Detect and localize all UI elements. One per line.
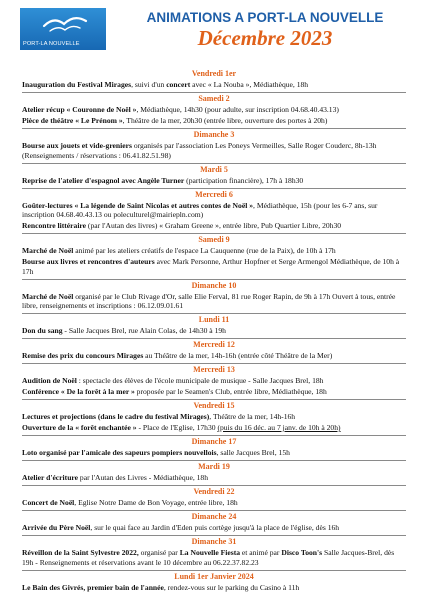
event-text: , Théâtre de la mer, 20h30 (entrée libre, ouverture des portes à 20h) xyxy=(122,116,328,125)
event-title: Atelier d'écriture xyxy=(22,473,79,482)
event-text: , Médiathèque, 15h (pour les 6-7 ans, sur inscription 04.68.40.43.13 ou polecultur​el@mairiepln.com) xyxy=(22,200,378,219)
event-title: Reprise de l'atelier d'espagnol avec Angèle Turner xyxy=(22,175,185,185)
event-title: Don du sang xyxy=(22,326,63,335)
event-text: - Place de l'Eglise, 17h30 xyxy=(136,423,218,432)
event-item xyxy=(22,412,406,422)
day-heading: Dimanche 10 xyxy=(22,279,406,291)
event-item xyxy=(22,548,406,567)
event-item xyxy=(22,523,406,533)
event-text: (par l'Autan des livres) « Graham Greene », entrée libre, Pub Quartier Libre, 20h30 xyxy=(86,221,342,230)
event-item xyxy=(22,473,406,483)
day-heading: Dimanche 24 xyxy=(22,510,406,522)
event-title: Lectures et projections (dans le cadre du festival Mirages) xyxy=(22,412,210,421)
town-logo xyxy=(20,8,106,50)
event-text: et animé par xyxy=(240,548,282,557)
event-title: Audition de Noël xyxy=(22,376,77,385)
day-heading: Mercredi 12 xyxy=(22,338,406,350)
event-text: , Médiathèque, 14h30 (pour adulte, sur inscription 04.68.40.43.13) xyxy=(136,105,339,114)
event-item xyxy=(22,387,406,397)
event-text: proposée par le Seamen's Club, entrée libre, Médiathèque, 18h xyxy=(134,387,327,396)
event-item xyxy=(22,116,406,126)
event-text: avec « La Nouba », Médiathèque, 18h xyxy=(190,80,309,89)
events-list xyxy=(22,68,406,592)
event-text: , Théâtre de la mer, 14h-16h xyxy=(209,412,296,421)
event-title: Pièce de théâtre « Le Prénom » xyxy=(22,116,123,125)
event-text: organisé par le Club Rivage d'Or, salle Elie Ferval, 81 rue Roger Rapin, de 9h à 17h Ouvert à tous, entrée libre, renseignements et inscriptions : 06.12.09.01.61 xyxy=(22,291,396,310)
event-item xyxy=(22,201,406,220)
event-text: par l'Autan des Livres - Médiathèque, 18h xyxy=(78,473,209,482)
event-title: Concert de Noël xyxy=(22,498,75,507)
event-title: Bourse aux livres et rencontres d'auteurs xyxy=(22,257,155,266)
event-item xyxy=(22,80,406,90)
day-heading: Lundi 11 xyxy=(22,313,406,325)
day-heading: Mardi 5 xyxy=(22,163,406,175)
event-title: Atelier récup « Couronne de Noël » xyxy=(22,105,137,114)
event-item xyxy=(22,498,406,508)
event-title: Bourse aux jouets et vide-greniers xyxy=(22,141,132,150)
day-heading: Mercredi 13 xyxy=(22,363,406,375)
event-item xyxy=(22,351,406,361)
day-heading: Vendredi 15 xyxy=(22,399,406,411)
event-text: (participation financière), 17h à 18h30 xyxy=(184,175,304,185)
day-heading: Dimanche 3 xyxy=(22,128,406,140)
event-title: Réveillon de la Saint Sylvestre 2022, xyxy=(22,548,139,557)
event-title: Marché de Noël xyxy=(22,291,74,301)
event-text: au Théâtre de la mer, 14h-16h (entrée côté Théâtre de la Mer) xyxy=(143,351,333,360)
day-heading: Vendredi 22 xyxy=(22,485,406,497)
event-title: Remise des prix du concours Mirages xyxy=(22,351,144,360)
event-title: Conférence « De la forêt à la mer » xyxy=(22,387,135,396)
event-title: Goûter-lectures « La légende de Saint Nicolas et autres contes de Noël » xyxy=(22,200,254,210)
event-text: avec Mark Personne, Arthur Hopfner et Serge Armengol Médiathèque, de 10h à 17h xyxy=(22,257,400,276)
event-text: , salle Jacques Brel, 15h xyxy=(216,448,290,457)
event-title: Ouverture de la « forêt enchantée » xyxy=(22,423,137,432)
page-title: ANIMATIONS A PORT-LA NOUVELLE xyxy=(146,10,384,25)
event-title: Arrivée du Père Noël xyxy=(22,523,91,532)
event-item xyxy=(22,105,406,115)
day-heading: Dimanche 17 xyxy=(22,435,406,447)
logo-text: PORT-LA NOUVELLE xyxy=(23,41,80,47)
event-item xyxy=(22,583,406,593)
event-title: Marché de Noël xyxy=(22,246,74,255)
event-text: , Eglise Notre Dame de Bon Voyage, entrée libre, 18h xyxy=(74,498,238,507)
day-heading: Samedi 2 xyxy=(22,92,406,104)
day-heading: Mardi 19 xyxy=(22,460,406,472)
event-item xyxy=(22,292,406,311)
event-item xyxy=(22,221,406,231)
page-subtitle: Décembre 2023 xyxy=(197,26,333,50)
event-title: Rencontre littéraire xyxy=(22,221,87,230)
event-item xyxy=(22,448,406,458)
event-text: Salle Jacques-Brel, dès 19h - Renseignements et réservations avant le 10 décembre au 06.22.37.82.23 xyxy=(22,548,395,567)
event-text: animé par les ateliers créatifs de l'espace La Cauquenne (rue de la Paix), de 10h à 17h xyxy=(73,246,336,255)
event-text: organisés par l'association Les Poneys Vermeilles, Salle Roger Couderc, 8h-13h (Renseignements / réservations : 06.41.82.51.98) xyxy=(22,141,377,160)
event-text: organisé par xyxy=(138,548,180,557)
event-text: (puis du 16 déc. au 7 janv. de 10h à 20h) xyxy=(217,423,341,432)
event-item xyxy=(22,326,406,336)
day-heading: Lundi 1er Janvier 2024 xyxy=(22,570,406,582)
event-text: , rendez-vous sur le parking du Casino à 11h xyxy=(163,582,300,592)
day-heading: Mercredi 6 xyxy=(22,188,406,200)
event-title: Loto organisé par l'amicale des sapeurs pompiers nouvellois xyxy=(22,448,217,457)
event-title: Disco Toon's xyxy=(281,548,323,557)
day-heading: Samedi 9 xyxy=(22,233,406,245)
event-text: , sur le quai face au Jardin d'Eden puis cortège jusqu'à la place de l'église, dès 16h xyxy=(90,523,340,532)
day-heading: Vendredi 1er xyxy=(191,69,237,78)
event-item xyxy=(22,246,406,256)
event-item xyxy=(22,376,406,386)
event-item xyxy=(22,423,406,433)
event-title: Inauguration du Festival Mirages xyxy=(22,80,132,89)
event-text: , suivi d'un xyxy=(131,80,167,89)
day-heading: Dimanche 31 xyxy=(22,535,406,547)
event-title: La Nouvelle Fiesta xyxy=(179,548,241,557)
event-item xyxy=(22,141,406,160)
event-title: concert xyxy=(166,80,191,89)
event-text: - Salle Jacques Brel, rue Alain Colas, de 14h30 à 19h xyxy=(62,326,226,335)
event-item xyxy=(22,257,406,276)
event-text: : spectacle des élèves de l'école municipale de musique - Salle Jacques Brel, 18h xyxy=(76,376,324,385)
event-item xyxy=(22,176,406,186)
event-title: Le Bain des Givrés, premier bain de l'année xyxy=(22,582,164,592)
